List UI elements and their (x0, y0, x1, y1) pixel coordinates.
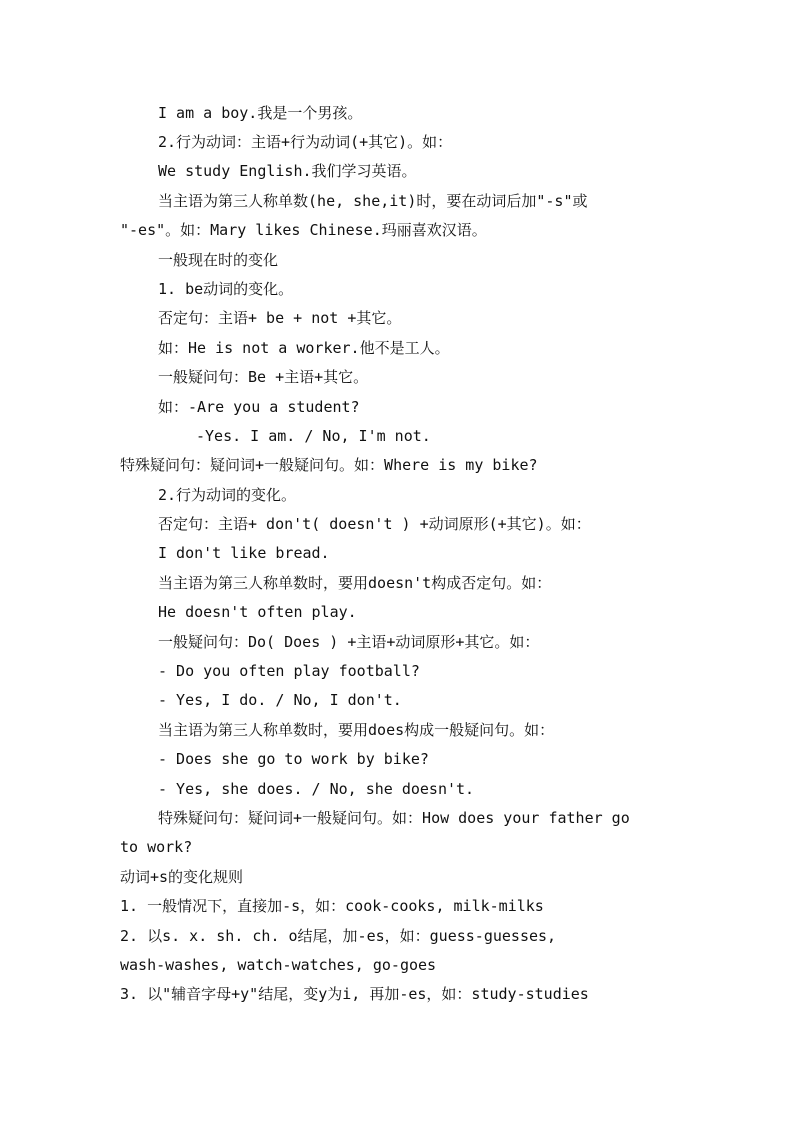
text-line: 1. be动词的变化。 (158, 280, 294, 298)
text-line: 当主语为第三人称单数(he, she,it)时，要在动词后加"-s"或 (158, 192, 588, 210)
text-line: 2.行为动词：主语+行为动词(+其它)。如： (158, 133, 453, 151)
text-line: - Yes, I do. / No, I don't. (158, 691, 402, 709)
text-line: 如：He is not a worker.他不是工人。 (158, 339, 450, 357)
text-line: 2.行为动词的变化。 (158, 486, 297, 504)
text-line: - Yes, she does. / No, she doesn't. (158, 780, 475, 798)
text-line: "-es"。如：Mary likes Chinese.玛丽喜欢汉语。 (120, 221, 487, 239)
text-line: He doesn't often play. (158, 603, 357, 621)
text-line: - Does she go to work by bike? (158, 750, 429, 768)
text-line: 1. 一般情况下，直接加-s，如：cook-cooks, milk-milks (120, 897, 544, 915)
text-line: 一般疑问句：Do( Does ) +主语+动词原形+其它。如： (158, 633, 540, 651)
section-heading: 动词+s的变化规则 (120, 868, 244, 886)
text-line: 2. 以s. x. sh. ch. o结尾，加-es，如：guess-guesses, (120, 927, 557, 945)
text-line: 一般疑问句：Be +主语+其它。 (158, 368, 369, 386)
text-line: wash-washes, watch-watches, go-goes (120, 956, 437, 974)
text-line: 当主语为第三人称单数时，要用does构成一般疑问句。如： (158, 721, 555, 739)
text-line: I am a boy.我是一个男孩。 (158, 104, 363, 122)
text-line: We study English.我们学习英语。 (158, 162, 417, 180)
text-line: I don't like bread. (158, 544, 330, 562)
text-line: 3. 以"辅音字母+y"结尾，变y为i, 再加-es，如：study-studies (120, 985, 589, 1003)
text-line: 特殊疑问句：疑问词+一般疑问句。如：How does your father go (158, 809, 630, 827)
section-heading: 一般现在时的变化 (158, 251, 279, 269)
text-line: 如：-Are you a student? (158, 398, 360, 416)
text-line: 否定句：主语+ be + not +其它。 (158, 309, 402, 327)
text-line: 否定句：主语+ don't( doesn't ) +动词原形(+其它)。如： (158, 515, 591, 533)
text-line: - Do you often play football? (158, 662, 420, 680)
text-line: -Yes. I am. / No, I'm not. (196, 427, 431, 445)
text-line: 当主语为第三人称单数时，要用doesn't构成否定句。如： (158, 574, 552, 592)
text-line: to work? (120, 838, 193, 856)
text-line: 特殊疑问句：疑问词+一般疑问句。如：Where is my bike? (120, 456, 538, 474)
